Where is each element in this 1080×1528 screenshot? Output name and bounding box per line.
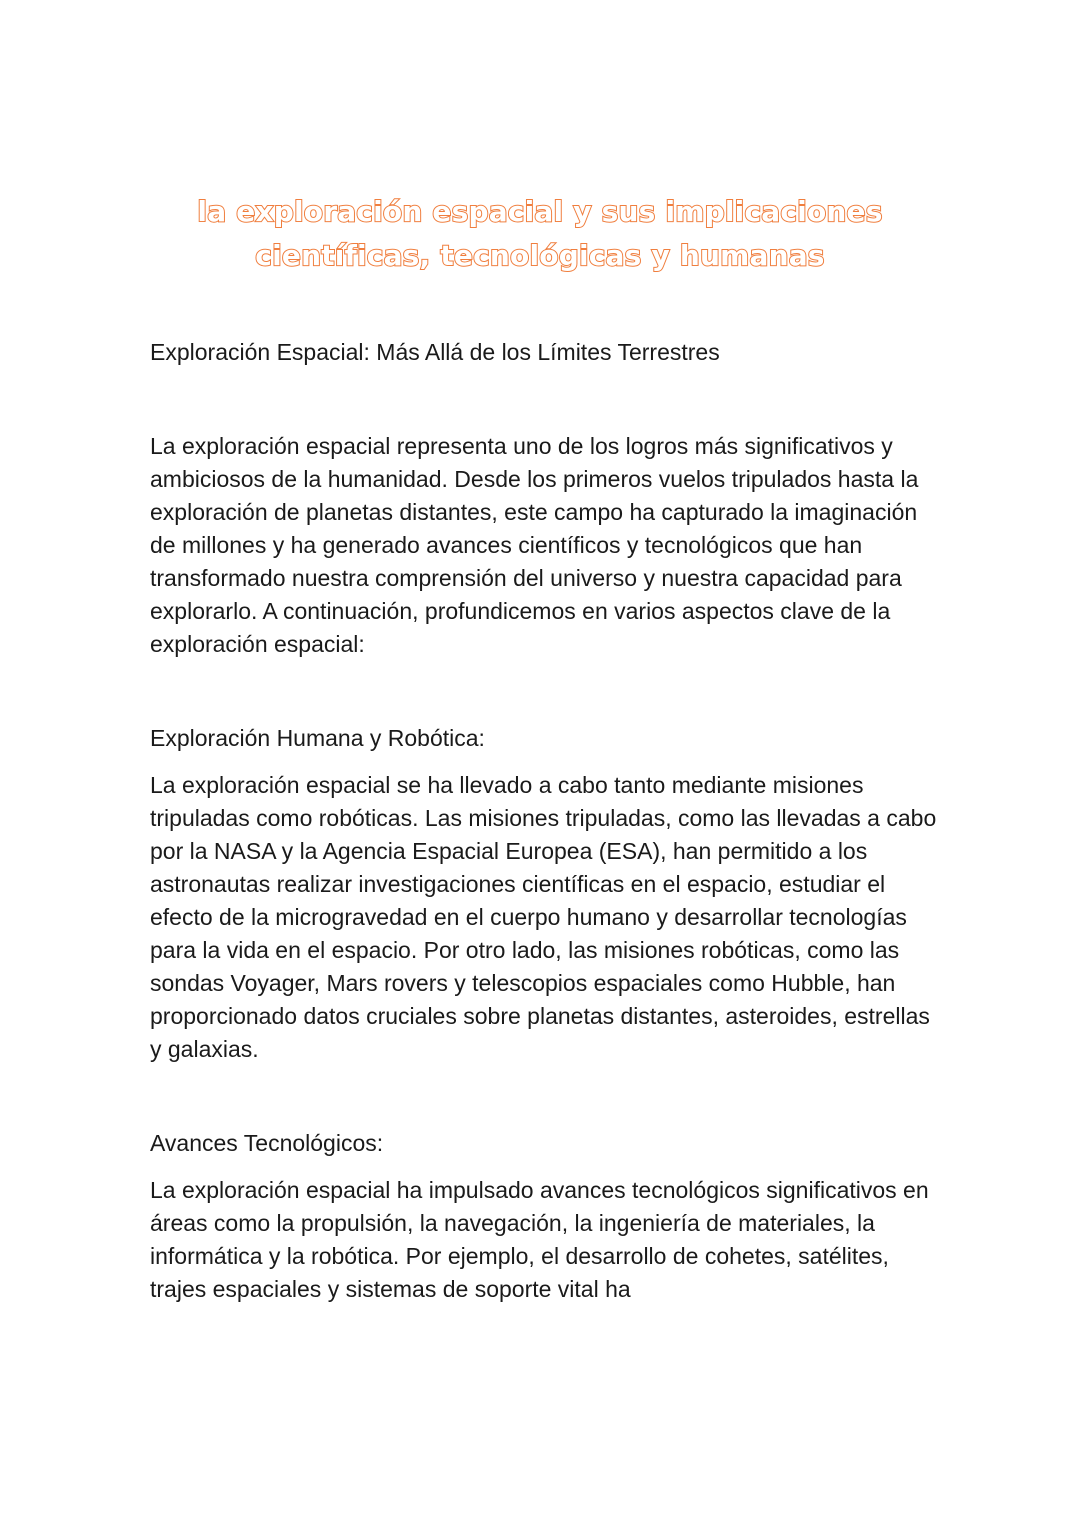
section-paragraph: La exploración espacial se ha llevado a cabo tanto mediante misiones tripuladas como robóticas. Las misiones tripuladas, como las llevadas a cabo por la NASA y la Agencia Espacial Europea (ESA), han permitido a los astronautas realizar investigaciones científicas en el espacio, estudiar el efecto de la microgravedad en el cuerpo humano y desarrollar tecnologías para la vida en el espacio. Por otro lado, las misiones robóticas, como las sondas Voyager, Mars rovers y telescopios espaciales como Hubble, han proporcionado datos cruciales sobre planetas distantes, asteroides, estrellas y galaxias. [150, 772, 937, 1062]
title-line-2: científicas, tecnológicas y humanas [255, 239, 825, 272]
title-line-1: la exploración espacial y sus implicaciones [197, 195, 883, 228]
section-technological-advances [150, 1127, 940, 1306]
document-body [150, 336, 940, 1306]
section-paragraph: La exploración espacial ha impulsado avances tecnológicos significativos en áreas como la propulsión, la navegación, la ingeniería de materiales, la informática y la robótica. Por ejemplo, el desarrollo de cohetes, satélites, trajes espaciales y sistemas de soporte vital ha [150, 1177, 929, 1302]
section-human-robotic-exploration [150, 722, 940, 1066]
section-heading: Avances Tecnológicos: [150, 1130, 384, 1156]
document-subtitle: Exploración Espacial: Más Allá de los Límites Terrestres [150, 339, 720, 365]
intro-paragraph: La exploración espacial representa uno de los logros más significativos y ambiciosos de la humanidad. Desde los primeros vuelos tripulados hasta la exploración de planetas distantes, este campo ha capturado la imaginación de millones y ha generado avances científicos y tecnológicos que han transformado nuestra comprensión del universo y nuestra capacidad para explorarlo. A continuación, profundicemos en varios aspectos clave de la exploración espacial: [150, 433, 919, 657]
section-heading: Exploración Humana y Robótica: [150, 725, 485, 751]
document-title [100, 190, 980, 278]
